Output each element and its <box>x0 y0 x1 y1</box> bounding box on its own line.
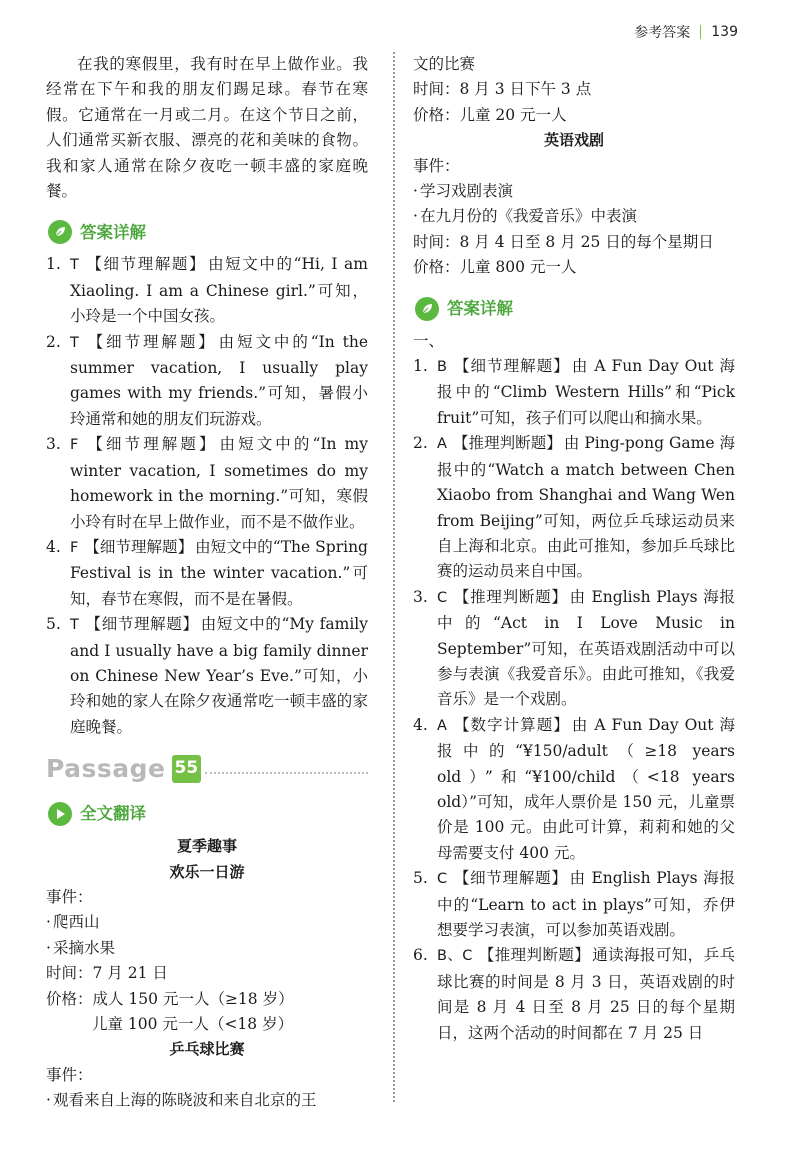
answer-explanation: 由短文中的“The Spring Festival is in the winter vacation.”可知，春节在寒假，而不是在暑假。 <box>70 537 368 608</box>
answer-item <box>413 354 735 431</box>
answer-key: T <box>70 257 79 274</box>
answer-key: A <box>437 436 447 453</box>
section-title: 参考答案 <box>634 25 691 41</box>
event-item: · 在九月份的《我爱音乐》中表演 <box>413 204 735 229</box>
answer-explanation: 由短文中的“My family and I usually have a big family dinner on Chinese New Year’s Eve.”可知，小玲和她的家人在除夕夜通常吃一顿丰盛的家庭晚餐。 <box>70 615 368 736</box>
question-type: 【细节理解题】 <box>84 332 217 351</box>
answers-heading <box>415 295 735 323</box>
answer-key: B <box>437 359 447 376</box>
answers-heading-label: 答案详解 <box>447 298 513 318</box>
answer-explanation: 由短文中的“Hi, I am Xiaoling. I am a Chinese girl.”可知，小玲是一个中国女孩。 <box>70 255 368 326</box>
answer-explanation: 由 English Plays 海报中的“Act in I Love Music in September”可知，在英语戏剧活动中可以参与表演《我爱音乐》。由此可推知，《我爱音乐》是一个戏剧。 <box>437 587 735 709</box>
price-line: 价格：儿童 800 元一人 <box>413 258 577 277</box>
answers-heading-label: 答案详解 <box>80 222 146 242</box>
answer-key: T <box>70 617 79 634</box>
column-divider <box>393 52 395 1102</box>
answer-number: 5. <box>413 869 428 888</box>
answer-item <box>413 585 735 713</box>
right-column <box>413 52 735 1046</box>
answer-number: 5. <box>46 615 61 634</box>
question-type: 【细节理解题】 <box>453 869 568 888</box>
answer-number: 1. <box>413 357 428 376</box>
event-item: · 爬西山 <box>46 910 368 935</box>
answer-explanation: 由 English Plays 海报中的“Learn to act in plays”可知，乔伊想要学习表演，可以参加英语戏剧。 <box>437 869 735 939</box>
translation-heading <box>48 800 368 828</box>
answer-item <box>46 252 368 329</box>
header-divider <box>700 25 701 39</box>
question-type: 【数字计算题】 <box>452 715 570 734</box>
answer-item <box>413 713 735 866</box>
answer-explanation: 由 Ping-pong Game 海报中的“Watch a match between Chen Xiaobo from Shanghai and Wang Wen from Beijing”可知，两位乒乓球运动员来自上海和北京。由此可推知，参加乒乓球比赛的运动员来自中国。 <box>437 434 735 581</box>
translation-title: 夏季趣事 <box>176 837 237 856</box>
answer-explanation: 由 A Fun Day Out 海报中的“¥150/adult（≥18 years old）”和“¥100/child（<18 years old）”可知，成年人票价是 150 元，儿童票价是 100 元。由此可计算，莉莉和她的父母需要支付 400 元。 <box>437 715 735 862</box>
passage-dotted-rule <box>205 772 368 774</box>
answer-explanation: 由短文中的“In my winter vacation, I sometimes do my homework in the morning.”可知，寒假小玲有时在早上做作业，而不是不做作业。 <box>70 435 368 531</box>
passage-banner <box>46 752 368 786</box>
event-item: · 采摘水果 <box>46 936 368 961</box>
answer-item <box>46 612 368 740</box>
event-label: 事件： <box>413 156 460 175</box>
event-label: 事件： <box>46 887 93 906</box>
answer-key: A <box>437 717 447 734</box>
answer-key: F <box>70 539 79 556</box>
answer-item <box>46 432 368 535</box>
answer-number: 1. <box>46 255 61 274</box>
page-number: 139 <box>711 24 738 40</box>
answer-number: 3. <box>46 435 61 454</box>
time-line: 时间：8 月 4 日至 8 月 25 日的每个星期日 <box>413 232 714 251</box>
answer-key: C <box>437 871 448 888</box>
part-label: 一、 <box>413 331 445 350</box>
translation-heading-label: 全文翻译 <box>80 804 146 824</box>
event-item: · 观看来自上海的陈晓波和来自北京的王 <box>46 1088 368 1113</box>
question-type: 【细节理解题】 <box>452 357 570 376</box>
answer-number: 4. <box>413 715 428 734</box>
left-column <box>46 52 368 1114</box>
answer-item <box>413 866 735 943</box>
time-line: 时间：7 月 21 日 <box>46 964 168 983</box>
event-item-continued: 文的比赛 <box>413 55 476 73</box>
question-type: 【细节理解题】 <box>84 435 218 454</box>
question-type: 【细节理解题】 <box>84 537 194 556</box>
poster-title-english-plays: 英语戏剧 <box>543 131 604 150</box>
event-label: 事件： <box>46 1065 93 1084</box>
answers-heading <box>48 218 368 246</box>
leaf-icon <box>415 297 439 321</box>
answer-key: F <box>70 437 79 454</box>
answer-explanation: 由短文中的“In the summer vacation, I usually play games with my friends.”可知，暑假小玲通常和她的朋友们玩游戏。 <box>70 332 368 428</box>
answer-key: T <box>70 334 79 351</box>
answer-key: C <box>437 589 448 606</box>
answer-number: 6. <box>413 946 428 965</box>
question-type: 【推理判断题】 <box>452 434 562 453</box>
question-type: 【细节理解题】 <box>84 615 199 634</box>
question-type: 【推理判断题】 <box>478 946 591 965</box>
answer-number: 2. <box>413 434 428 453</box>
passage-number: 55 <box>172 755 202 782</box>
event-item: · 学习戏剧表演 <box>413 179 735 204</box>
translation-paragraph: 在我的寒假里，我有时在早上做作业。我经常在下午和我的朋友们踢足球。春节在寒假。它通常在一月或二月。在这个节日之前，人们通常买新衣服、漂亮的花和美味的食物。我和家人通常在除夕夜吃一顿丰盛的家庭晚餐。 <box>46 55 368 201</box>
price-line: 价格：儿童 20 元一人 <box>413 105 567 124</box>
price-line: 儿童 100 元一人（<18 岁） <box>92 1015 294 1033</box>
answer-item <box>46 330 368 433</box>
answer-number: 3. <box>413 587 428 606</box>
page-header <box>634 22 738 42</box>
answer-item <box>413 943 735 1046</box>
poster-title-ping-pong: 乒乓球比赛 <box>169 1040 245 1059</box>
answer-number: 4. <box>46 537 61 556</box>
time-line: 时间：8 月 3 日下午 3 点 <box>413 80 592 99</box>
question-type: 【细节理解题】 <box>84 255 207 274</box>
leaf-icon <box>48 220 72 244</box>
price-line: 价格：成人 150 元一人（≥18 岁） <box>46 989 294 1008</box>
answer-explanation: 通读海报可知，乒乓球比赛的时间是 8 月 3 日，英语戏剧的时间是 8 月 4 日至 8 月 25 日的每个星期日，这两个活动的时间都在 7 月 25 日 <box>437 946 735 1042</box>
answer-explanation: 由 A Fun Day Out 海报中的“Climb Western Hills”和“Pick fruit”可知，孩子们可以爬山和摘水果。 <box>437 357 735 427</box>
question-type: 【推理判断题】 <box>453 587 568 606</box>
answer-number: 2. <box>46 332 61 351</box>
play-icon <box>48 802 72 826</box>
answer-item <box>46 535 368 612</box>
passage-word: Passage <box>46 754 166 784</box>
poster-title-fun-day: 欢乐一日游 <box>169 862 245 881</box>
answer-item <box>413 431 735 584</box>
answer-key: B、C <box>437 948 473 965</box>
